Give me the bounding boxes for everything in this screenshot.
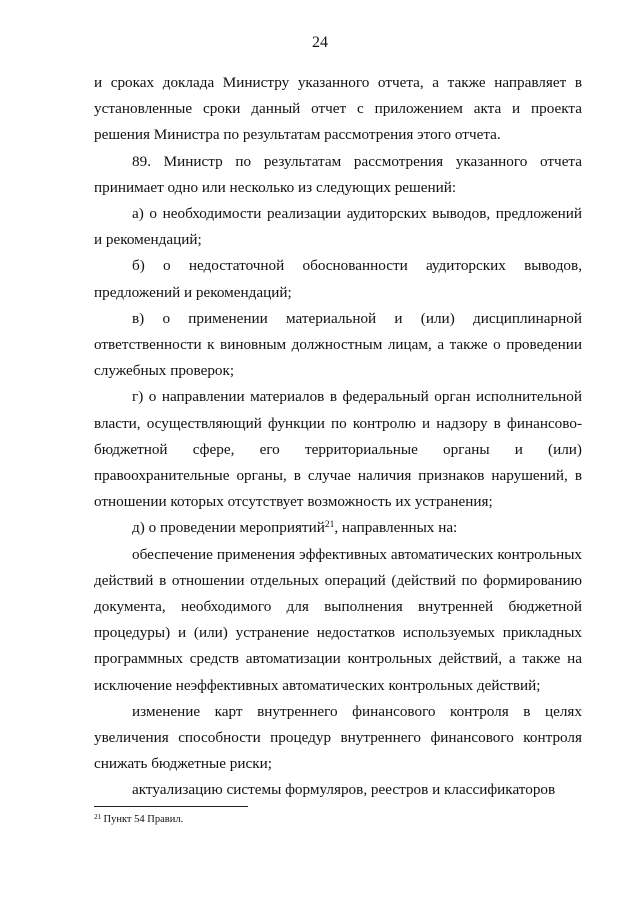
paragraph-measure-control-maps: изменение карт внутреннего финансового контроля в целях увеличения способности процедур внутреннего финансового контроля снижать бюджетные риски;	[94, 702, 582, 773]
paragraph-measure-automatic-controls: обеспечение применения эффективных автоматических контрольных действий в отношении отдельных операций (действий по формированию документа, необходимого для выполнения внутренней бюджетной процедуры) и (или) устранение недостатков используемых прикладных программных средств автоматизации контрольных действий, а также на исключение неэффективных автоматических контрольных действий;	[94, 545, 582, 694]
paragraph-decision-g: г) о направлении материалов в федеральный орган исполнительной власти, осуществляющий функции по контролю и надзору в финансово-бюджетной сфере, его территориальные органы и (или) правоохранительные органы, в случае наличия признаков нарушений, в отношении которых отсутствует возможность их устранения;	[94, 388, 582, 511]
paragraph-decision-d-tail: , направленных на:	[334, 519, 458, 537]
paragraph-decision-b: б) о недостаточной обоснованности аудиторских выводов, предложений и рекомендаций;	[94, 257, 582, 301]
footnote-divider	[94, 806, 248, 807]
paragraph-measure-forms-registers: актуализацию системы формуляров, реестров и классификаторов	[132, 781, 556, 799]
paragraph-decision-d-text: д) о проведении мероприятий	[132, 519, 325, 537]
paragraph-decision-v: в) о применении материальной и (или) дисциплинарной ответственности к виновным должностным лицам, а также о проведении служебных проверок;	[94, 309, 582, 380]
paragraph-continuation: и сроках доклада Министру указанного отчета, а также направляет в установленные сроки данный отчет с приложением акта и проекта решения Министра по результатам рассмотрения этого отчета.	[94, 74, 582, 144]
footnote-reference: 21	[324, 520, 335, 531]
footnote-text: Пункт 54 Правил.	[103, 814, 184, 825]
footnote-number: 21	[94, 812, 102, 821]
paragraph-decision-d	[94, 515, 582, 541]
document-body	[94, 70, 582, 804]
footnote	[94, 813, 183, 827]
paragraph-item-89: 89. Министр по результатам рассмотрения указанного отчета принимает одно или несколько из следующих решений:	[94, 152, 582, 196]
paragraph-decision-a: а) о необходимости реализации аудиторских выводов, предложений и рекомендаций;	[94, 205, 582, 249]
page-number: 24	[312, 34, 328, 51]
